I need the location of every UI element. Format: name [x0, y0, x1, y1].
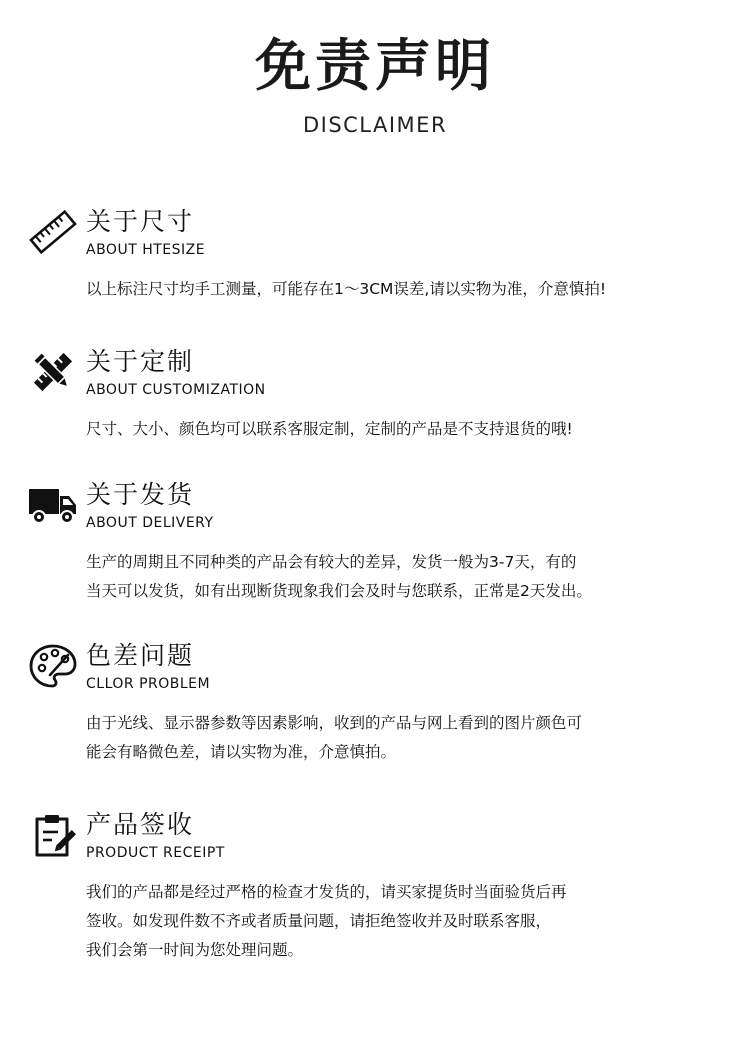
header [0, 34, 750, 138]
section-title: 产品签收 [86, 810, 195, 839]
body-line: 签收。如发现件数不齐或者质量问题，请拒绝签收并及时联系客服， [86, 912, 552, 930]
body-line: 由于光线、显示器参数等因素影响，收到的产品与网上看到的图片颜色可 [86, 714, 583, 732]
body-line: 我们的产品都是经过严格的检查才发货的，请买家提货时当面验货后再 [86, 883, 567, 901]
body-line: 以上标注尺寸均手工测量，可能存在1～3CM误差,请以实物为准，介意慎拍! [86, 280, 607, 298]
section-body [86, 878, 726, 965]
section-subtitle: PRODUCT RECEIPT [86, 845, 225, 861]
page-subtitle: DISCLAIMER [302, 113, 448, 137]
body-line: 我们会第一时间为您处理问题。 [86, 941, 304, 959]
palette-icon [28, 641, 78, 691]
body-line: 生产的周期且不同种类的产品会有较大的差异，发货一般为3-7天，有的 [86, 553, 577, 571]
body-line: 能会有略微色差，请以实物为准，介意慎拍。 [86, 743, 397, 761]
truck-icon [28, 480, 78, 530]
clipboard-icon [28, 810, 78, 860]
section-subtitle: ABOUT DELIVERY [86, 515, 214, 531]
section-title: 色差问题 [86, 641, 195, 670]
section-subtitle: CLLOR PROBLEM [86, 676, 211, 692]
section-body [86, 275, 726, 304]
section-body [86, 415, 726, 444]
body-line: 当天可以发货，如有出现断货现象我们会及时与您联系，正常是2天发出。 [86, 582, 592, 600]
section-subtitle: ABOUT HTESIZE [86, 242, 206, 258]
pencil-ruler-icon [28, 347, 78, 397]
section-title: 关于定制 [86, 347, 195, 376]
section-body [86, 548, 726, 606]
page-title: 免责声明 [255, 34, 495, 99]
body-line: 尺寸、大小、颜色均可以联系客服定制，定制的产品是不支持退货的哦! [86, 420, 573, 438]
section-title: 关于发货 [86, 480, 195, 509]
ruler-icon [28, 207, 78, 257]
section-body [86, 709, 726, 767]
section-subtitle: ABOUT CUSTOMIZATION [86, 382, 266, 398]
section-title: 关于尺寸 [86, 207, 195, 236]
